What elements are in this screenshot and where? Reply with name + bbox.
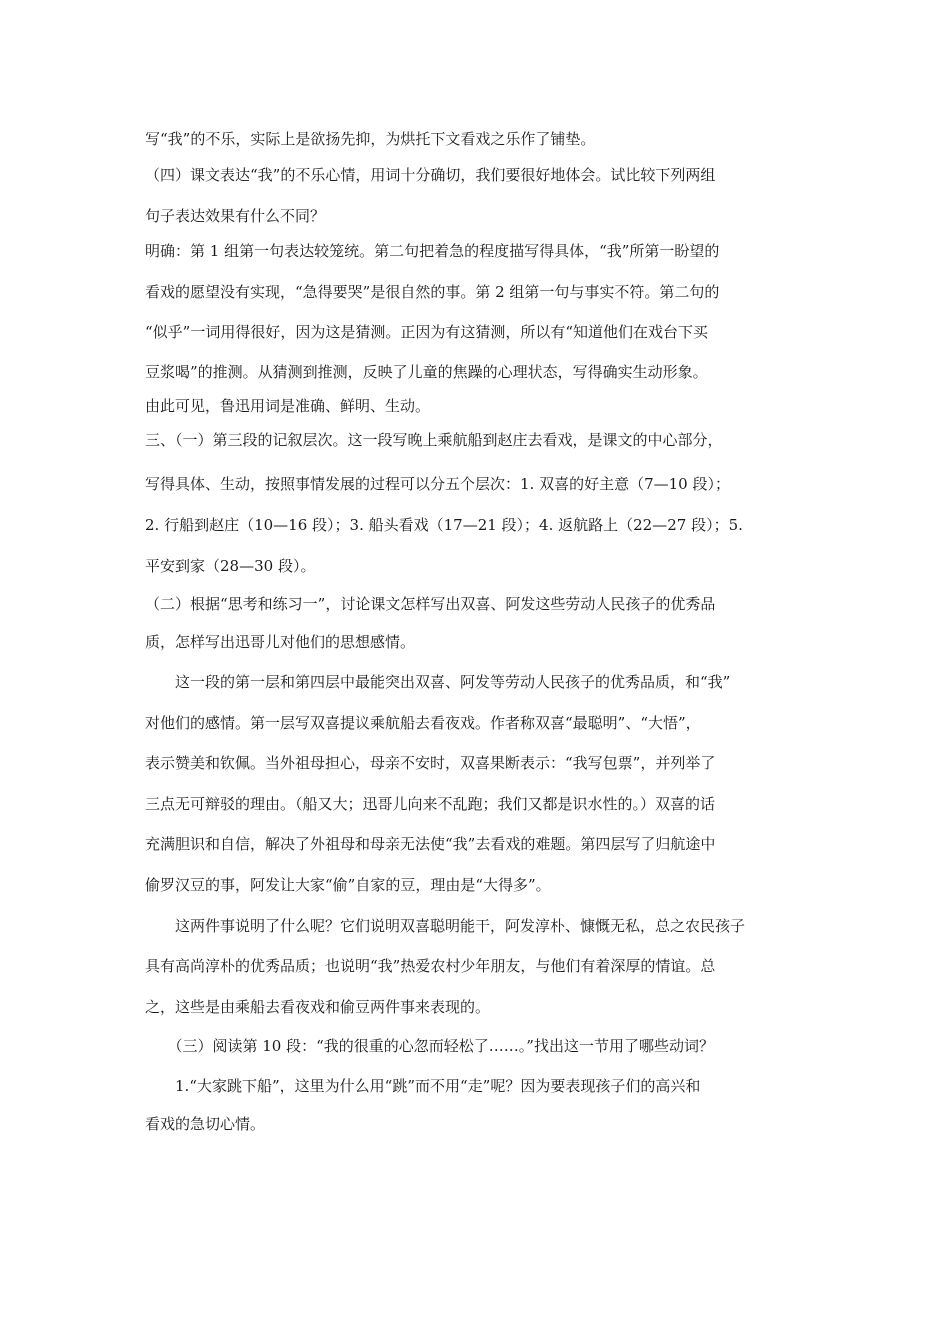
text-line: 表示赞美和钦佩。当外祖母担心，母亲不安时，双喜果断表示：“我写包票”，并列举了 — [145, 754, 716, 772]
text-line: 1.“大家跳下船”，这里为什么用“跳”而不用“走”呢？因为要表现孩子们的高兴和 — [145, 1077, 701, 1095]
text-line: 2. 行船到赵庄（10—16 段）；3. 船头看戏（17—21 段）；4. 返航路上（22—27 段）；5. — [145, 516, 743, 534]
text-line: 质，怎样写出迅哥儿对他们的思想感情。 — [145, 633, 416, 651]
text-line: 平安到家（28—30 段）。 — [145, 557, 316, 575]
text-line: “似乎”一词用得很好，因为这是猜测。正因为有这猜测，所以有“知道他们在戏台下买 — [145, 323, 709, 341]
text-line: 偷罗汉豆的事，阿发让大家“偷”自家的豆，理由是“大得多”。 — [145, 876, 551, 894]
text-line: 写“我”的不乐，实际上是欲扬先抑，为烘托下文看戏之乐作了铺垫。 — [145, 130, 596, 148]
text-line: 充满胆识和自信，解决了外祖母和母亲无法使“我”去看戏的难题。第四层写了归航途中 — [145, 835, 716, 853]
text-line: 三、（一）第三段的记叙层次。这一段写晚上乘航船到赵庄去看戏，是课文的中心部分， — [145, 431, 723, 449]
text-line: 三点无可辩驳的理由。（船又大；迅哥儿向来不乱跑；我们又都是识水性的。）双喜的话 — [145, 795, 716, 813]
text-line: 具有高尚淳朴的优秀品质；也说明“我”热爱农村少年朋友，与他们有着深厚的情谊。总 — [145, 957, 716, 975]
text-line: 豆浆喝”的推测。从猜测到推测，反映了儿童的焦躁的心理状态，写得确实生动形象。 — [145, 363, 708, 381]
text-line: 这一段的第一层和第四层中最能突出双喜、阿发等劳动人民孩子的优秀品质，和“我” — [145, 673, 731, 691]
text-line: 对他们的感情。第一层写双喜提议乘航船去看夜戏。作者称双喜“最聪明”、“大悟”， — [145, 714, 701, 732]
text-line: 由此可见，鲁迅用词是准确、鲜明、生动。 — [145, 397, 431, 415]
text-line: 之，这些是由乘船去看夜戏和偷豆两件事来表现的。 — [145, 998, 491, 1016]
text-line: （二）根据“思考和练习一”，讨论课文怎样写出双喜、阿发这些劳动人民孩子的优秀品 — [145, 595, 716, 613]
text-line: 这两件事说明了什么呢？它们说明双喜聪明能干，阿发淳朴、慷慨无私，总之农民孩子 — [145, 917, 746, 935]
text-line: 句子表达效果有什么不同？ — [145, 207, 326, 225]
text-line: 明确：第 1 组第一句表达较笼统。第二句把着急的程度描写得具体，“我”所第一盼望的 — [145, 242, 720, 260]
text-line: 写得具体、生动，按照事情发展的过程可以分五个层次：1. 双喜的好主意（7—10 段）； — [145, 475, 730, 493]
text-line: 看戏的急切心情。 — [145, 1115, 266, 1133]
text-line: 看戏的愿望没有实现，“急得要哭”是很自然的事。第 2 组第一句与事实不符。第二句的 — [145, 283, 720, 301]
text-line: （四）课文表达“我”的不乐心情，用词十分确切，我们要很好地体会。试比较下列两组 — [145, 166, 716, 184]
text-line: （三）阅读第 10 段：“我的很重的心忽而轻松了……。”找出这一节用了哪些动词？ — [145, 1037, 714, 1055]
